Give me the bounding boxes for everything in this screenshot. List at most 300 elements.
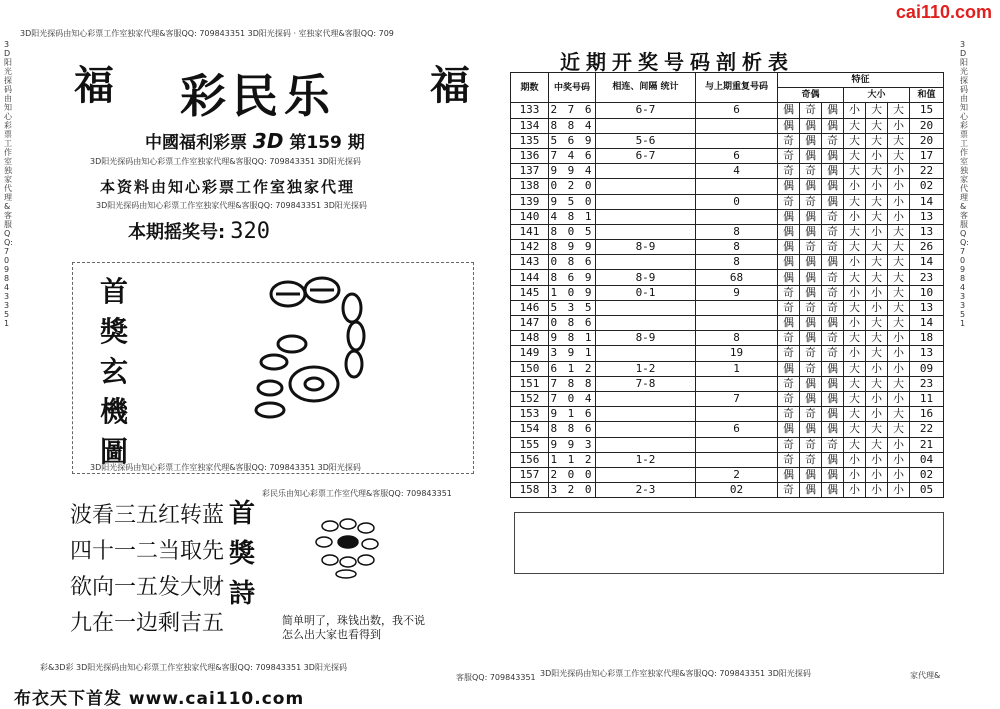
big-small-cell: 大 xyxy=(888,103,910,118)
puzzle-vertical-title xyxy=(96,272,132,472)
number-cell: 8 9 9 xyxy=(550,240,594,254)
coin-oval xyxy=(348,322,364,350)
sum-cell: 18 xyxy=(910,331,944,346)
odd-even-cell: 偶 xyxy=(822,316,844,331)
odd-even-cell: 偶 xyxy=(800,376,822,391)
odd-even-cell: 偶 xyxy=(822,103,844,118)
repeat-cell xyxy=(696,133,778,148)
number-cell: 8 8 6 xyxy=(550,422,594,436)
odd-even-cell: 偶 xyxy=(800,422,822,437)
big-small-cell: 大 xyxy=(888,240,910,255)
adjacent-cell xyxy=(596,164,696,179)
repeat-cell: 6 xyxy=(696,148,778,163)
big-small-cell: 小 xyxy=(866,224,888,239)
odd-even-cell: 偶 xyxy=(800,118,822,133)
odd-even-cell: 偶 xyxy=(778,270,800,285)
big-small-cell: 大 xyxy=(866,209,888,224)
odd-even-cell: 偶 xyxy=(778,240,800,255)
big-small-cell: 大 xyxy=(844,391,866,406)
odd-even-cell: 偶 xyxy=(778,422,800,437)
odd-even-cell: 奇 xyxy=(822,331,844,346)
header-big-small: 大小 xyxy=(844,88,910,103)
big-small-cell: 大 xyxy=(888,224,910,239)
big-small-cell: 大 xyxy=(866,346,888,361)
sum-cell: 17 xyxy=(910,148,944,163)
poem-note-line: 怎么出大家也看得到 xyxy=(282,628,381,641)
coin xyxy=(340,557,356,567)
odd-even-cell: 偶 xyxy=(800,483,822,498)
period-cell: 154 xyxy=(511,422,549,437)
period-cell: 147 xyxy=(511,316,549,331)
period-cell: 137 xyxy=(511,164,549,179)
big-small-cell: 大 xyxy=(866,437,888,452)
adjacent-cell: 1-2 xyxy=(596,361,696,376)
odd-even-cell: 奇 xyxy=(822,270,844,285)
odd-even-cell: 奇 xyxy=(822,285,844,300)
big-small-cell: 大 xyxy=(866,164,888,179)
period-cell: 136 xyxy=(511,148,549,163)
odd-even-cell: 偶 xyxy=(822,194,844,209)
odd-even-cell: 奇 xyxy=(778,437,800,452)
big-small-cell: 小 xyxy=(888,437,910,452)
odd-even-cell: 奇 xyxy=(822,209,844,224)
table-row xyxy=(511,103,944,118)
odd-even-cell: 奇 xyxy=(778,331,800,346)
number-cell: 8 6 9 xyxy=(550,270,594,284)
odd-even-cell: 偶 xyxy=(822,361,844,376)
sum-cell: 02 xyxy=(910,467,944,482)
big-small-cell: 小 xyxy=(844,483,866,498)
odd-even-cell: 偶 xyxy=(778,103,800,118)
period-cell: 158 xyxy=(511,483,549,498)
adjacent-cell xyxy=(596,255,696,270)
odd-even-cell: 奇 xyxy=(778,407,800,422)
coin-center xyxy=(305,378,323,390)
table-row xyxy=(511,331,944,346)
period-cell: 143 xyxy=(511,255,549,270)
big-small-cell: 大 xyxy=(844,148,866,163)
odd-even-cell: 奇 xyxy=(822,133,844,148)
coin-oval xyxy=(346,351,362,377)
odd-even-cell: 奇 xyxy=(800,437,822,452)
odd-even-cell: 偶 xyxy=(822,407,844,422)
big-small-cell: 小 xyxy=(888,467,910,482)
big-small-cell: 小 xyxy=(866,452,888,467)
site-watermark[interactable]: cai110.com xyxy=(895,2,992,22)
table-row xyxy=(511,361,944,376)
big-small-cell: 小 xyxy=(866,300,888,315)
big-small-cell: 小 xyxy=(888,331,910,346)
table-row xyxy=(511,346,944,361)
odd-even-cell: 奇 xyxy=(778,194,800,209)
repeat-cell: 4 xyxy=(696,164,778,179)
sum-cell: 02 xyxy=(910,179,944,194)
big-small-cell: 小 xyxy=(866,391,888,406)
adjacent-cell xyxy=(596,437,696,452)
number-cell: 8 0 5 xyxy=(550,224,594,238)
table-row xyxy=(511,483,944,498)
period-cell: 150 xyxy=(511,361,549,376)
sum-cell: 10 xyxy=(910,285,944,300)
analysis-table xyxy=(510,72,944,498)
adjacent-cell xyxy=(596,316,696,331)
table-row xyxy=(511,209,944,224)
big-small-cell: 小 xyxy=(844,179,866,194)
number-cell: 7 0 4 xyxy=(550,392,594,406)
big-small-cell: 小 xyxy=(844,316,866,331)
sum-cell: 20 xyxy=(910,133,944,148)
period-cell: 141 xyxy=(511,224,549,239)
odd-even-cell: 偶 xyxy=(800,270,822,285)
number-cell: 3 2 0 xyxy=(550,483,594,497)
coin-oval xyxy=(278,336,306,352)
big-small-cell: 大 xyxy=(888,316,910,331)
poem-line: 波看三五红转蓝 xyxy=(70,503,225,528)
repeat-cell: 8 xyxy=(696,224,778,239)
period-cell: 148 xyxy=(511,331,549,346)
big-small-cell: 大 xyxy=(844,118,866,133)
table-row xyxy=(511,133,944,148)
number-cell: 1 1 2 xyxy=(550,452,594,466)
big-small-cell: 大 xyxy=(866,422,888,437)
big-small-cell: 大 xyxy=(888,255,910,270)
big-small-cell: 大 xyxy=(844,361,866,376)
fu-char-left: 福 xyxy=(74,62,114,109)
big-small-cell: 大 xyxy=(844,194,866,209)
table-row xyxy=(511,391,944,406)
number-cell: 5 3 5 xyxy=(550,300,594,314)
coin-oval xyxy=(343,294,361,322)
period-cell: 144 xyxy=(511,270,549,285)
odd-even-cell: 奇 xyxy=(800,407,822,422)
repeat-cell xyxy=(696,452,778,467)
table-row xyxy=(511,148,944,163)
period-cell: 140 xyxy=(511,209,549,224)
odd-even-cell: 偶 xyxy=(800,331,822,346)
number-cell: 9 9 3 xyxy=(550,437,594,451)
draw-label: 本期摇奖号: xyxy=(128,222,226,243)
period-cell: 139 xyxy=(511,194,549,209)
footer-strip: 彩&3D彩 3D阳光探码由知心彩票工作室独家代理&客服QQ: 709843351 3D阳光探码 xyxy=(40,663,347,672)
sum-cell: 14 xyxy=(910,194,944,209)
number-cell: 9 9 4 xyxy=(550,164,594,178)
puzzle-title-char: 首 xyxy=(99,275,128,308)
right-side-strip: 3D阳光探码由知心彩票工作室独家代理&客服QQ:709843351 xyxy=(960,40,969,328)
coin-oval xyxy=(256,403,284,417)
issue-label: 第159 期 xyxy=(289,133,365,153)
number-cell: 0 8 6 xyxy=(550,255,594,269)
big-small-cell: 大 xyxy=(888,422,910,437)
big-small-cell: 小 xyxy=(844,346,866,361)
repeat-cell xyxy=(696,209,778,224)
number-cell: 9 1 6 xyxy=(550,407,594,421)
odd-even-cell: 偶 xyxy=(800,391,822,406)
period-cell: 156 xyxy=(511,452,549,467)
odd-even-cell: 奇 xyxy=(800,361,822,376)
number-cell: 5 6 9 xyxy=(550,133,594,147)
adjacent-cell xyxy=(596,179,696,194)
sum-cell: 21 xyxy=(910,437,944,452)
repeat-cell: 7 xyxy=(696,391,778,406)
coin xyxy=(362,539,378,549)
table-row xyxy=(511,224,944,239)
table-row xyxy=(511,467,944,482)
odd-even-cell: 偶 xyxy=(822,467,844,482)
odd-even-cell: 偶 xyxy=(822,483,844,498)
adjacent-cell: 1-2 xyxy=(596,452,696,467)
odd-even-cell: 奇 xyxy=(778,452,800,467)
draw-number-line xyxy=(128,218,270,244)
odd-even-cell: 偶 xyxy=(778,179,800,194)
period-cell: 149 xyxy=(511,346,549,361)
big-small-cell: 大 xyxy=(866,103,888,118)
repeat-cell: 0 xyxy=(696,194,778,209)
coin-puzzle-image xyxy=(240,268,380,428)
coin-center xyxy=(338,536,358,548)
period-cell: 133 xyxy=(511,103,549,118)
big-small-cell: 小 xyxy=(844,209,866,224)
coin xyxy=(358,523,374,533)
repeat-cell xyxy=(696,376,778,391)
big-small-cell: 小 xyxy=(888,164,910,179)
header-odd-even: 奇偶 xyxy=(778,88,844,103)
table-row xyxy=(511,437,944,452)
big-small-cell: 大 xyxy=(866,255,888,270)
poem-line: 九在一边剩吉五 xyxy=(70,611,225,636)
big-small-cell: 小 xyxy=(844,255,866,270)
puzzle-caption-strip: 3D阳光探码由知心彩票工作室独家代理&客服QQ: 709843351 3D阳光探码 xyxy=(90,463,361,472)
big-small-cell: 小 xyxy=(866,407,888,422)
big-small-cell: 小 xyxy=(888,118,910,133)
poem-lines xyxy=(70,498,224,642)
header-sum: 和值 xyxy=(910,88,944,103)
repeat-cell: 8 xyxy=(696,331,778,346)
poem-title-char: 獎 xyxy=(228,539,255,569)
adjacent-cell: 5-6 xyxy=(596,133,696,148)
table-row xyxy=(511,240,944,255)
header-number: 中奖号码 xyxy=(549,73,596,103)
left-side-strip: 3D阳光探码由知心彩票工作室独家代理&客服QQ:709843351 xyxy=(4,40,13,328)
sum-cell: 16 xyxy=(910,407,944,422)
sum-cell: 11 xyxy=(910,391,944,406)
table-row xyxy=(511,118,944,133)
number-cell: 7 8 8 xyxy=(550,376,594,390)
number-cell: 0 8 6 xyxy=(550,316,594,330)
poem-title-char: 詩 xyxy=(228,579,255,609)
adjacent-cell xyxy=(596,300,696,315)
period-cell: 145 xyxy=(511,285,549,300)
big-small-cell: 大 xyxy=(844,240,866,255)
period-cell: 135 xyxy=(511,133,549,148)
odd-even-cell: 偶 xyxy=(800,179,822,194)
odd-even-cell: 偶 xyxy=(822,179,844,194)
sum-cell: 22 xyxy=(910,164,944,179)
odd-even-cell: 奇 xyxy=(778,376,800,391)
big-small-cell: 大 xyxy=(866,133,888,148)
sum-cell: 23 xyxy=(910,376,944,391)
coin-large xyxy=(290,367,338,401)
repeat-cell: 9 xyxy=(696,285,778,300)
repeat-cell: 2 xyxy=(696,467,778,482)
table-title: 近期开奖号码剖析表 xyxy=(560,50,794,74)
adjacent-cell: 0-1 xyxy=(596,285,696,300)
repeat-cell xyxy=(696,118,778,133)
puzzle-title-char: 玄 xyxy=(99,355,128,388)
big-small-cell: 小 xyxy=(888,391,910,406)
big-small-cell: 大 xyxy=(888,300,910,315)
sum-cell: 05 xyxy=(910,483,944,498)
table-row xyxy=(511,407,944,422)
big-small-cell: 大 xyxy=(888,270,910,285)
odd-even-cell: 奇 xyxy=(800,452,822,467)
ad-strip-1: 3D阳光探码由知心彩票工作室独家代理&客服QQ: 709843351 3D阳光探码 xyxy=(90,157,361,166)
coin xyxy=(322,555,338,565)
sum-cell: 13 xyxy=(910,224,944,239)
table-row xyxy=(511,285,944,300)
sum-cell: 13 xyxy=(910,209,944,224)
odd-even-cell: 奇 xyxy=(778,164,800,179)
odd-even-cell: 奇 xyxy=(778,483,800,498)
odd-even-cell: 奇 xyxy=(822,240,844,255)
table-row xyxy=(511,300,944,315)
adjacent-cell: 6-7 xyxy=(596,103,696,118)
table-row xyxy=(511,452,944,467)
empty-note-box xyxy=(514,512,944,574)
big-small-cell: 小 xyxy=(844,452,866,467)
adjacent-cell: 7-8 xyxy=(596,376,696,391)
odd-even-cell: 奇 xyxy=(822,346,844,361)
sum-cell: 13 xyxy=(910,346,944,361)
footer-site-link[interactable]: 布衣天下首发 www.cai110.com xyxy=(14,689,305,709)
table-row xyxy=(511,194,944,209)
repeat-cell: 6 xyxy=(696,103,778,118)
header-period: 期数 xyxy=(511,73,549,103)
table-row xyxy=(511,376,944,391)
small-coin-image xyxy=(312,516,382,580)
issue-prefix: 中國福利彩票 xyxy=(145,133,247,153)
big-small-cell: 大 xyxy=(866,270,888,285)
period-cell: 157 xyxy=(511,467,549,482)
odd-even-cell: 奇 xyxy=(800,346,822,361)
odd-even-cell: 奇 xyxy=(822,437,844,452)
issue-3d: 3D xyxy=(252,129,284,153)
odd-even-cell: 偶 xyxy=(800,316,822,331)
table-body xyxy=(511,103,944,498)
agency-line: 本资料由知心彩票工作室独家代理 xyxy=(100,178,356,196)
repeat-cell xyxy=(696,300,778,315)
repeat-cell: 02 xyxy=(696,483,778,498)
poem-strip-top: 彩民乐由知心彩票工作室代理&客服QQ: 709843351 xyxy=(262,489,452,498)
top-ad-strip: 3D阳光探码由知心彩票工作室独家代理&客服QQ: 709843351 3D阳光探码 · 室独家代理&客服QQ: 709 xyxy=(20,29,394,38)
big-small-cell: 小 xyxy=(844,285,866,300)
big-small-cell: 大 xyxy=(888,407,910,422)
ad-strip-2: 3D阳光探码由知心彩票工作室独家代理&客服QQ: 709843351 3D阳光探码 xyxy=(96,201,367,210)
adjacent-cell xyxy=(596,391,696,406)
big-small-cell: 大 xyxy=(844,376,866,391)
big-small-cell: 大 xyxy=(844,422,866,437)
poem-line: 四十一二当取先 xyxy=(70,539,225,564)
adjacent-cell: 8-9 xyxy=(596,240,696,255)
big-small-cell: 小 xyxy=(866,361,888,376)
table-row xyxy=(511,164,944,179)
fu-char-right: 福 xyxy=(430,62,470,109)
period-cell: 146 xyxy=(511,300,549,315)
big-small-cell: 小 xyxy=(866,179,888,194)
odd-even-cell: 奇 xyxy=(800,164,822,179)
poem-line: 欲向一五发大财 xyxy=(70,575,225,600)
odd-even-cell: 偶 xyxy=(800,209,822,224)
adjacent-cell xyxy=(596,467,696,482)
coin xyxy=(358,555,374,565)
number-cell: 4 8 1 xyxy=(550,209,594,223)
odd-even-cell: 偶 xyxy=(822,255,844,270)
big-small-cell: 大 xyxy=(866,376,888,391)
big-small-cell: 小 xyxy=(888,209,910,224)
puzzle-title-char: 機 xyxy=(99,395,128,428)
odd-even-cell: 偶 xyxy=(778,255,800,270)
number-cell: 9 5 0 xyxy=(550,194,594,208)
odd-even-cell: 奇 xyxy=(778,285,800,300)
big-small-cell: 大 xyxy=(844,224,866,239)
big-small-cell: 大 xyxy=(866,240,888,255)
analysis-table-wrap xyxy=(510,72,944,574)
repeat-cell xyxy=(696,407,778,422)
adjacent-cell xyxy=(596,407,696,422)
adjacent-cell xyxy=(596,194,696,209)
sum-cell: 14 xyxy=(910,316,944,331)
footer-strip-mid: 客服QQ: 709843351 xyxy=(456,673,536,682)
big-small-cell: 小 xyxy=(866,285,888,300)
period-cell: 151 xyxy=(511,376,549,391)
adjacent-cell: 8-9 xyxy=(596,270,696,285)
number-cell: 2 0 0 xyxy=(550,467,594,481)
coin xyxy=(322,521,338,531)
sum-cell: 14 xyxy=(910,255,944,270)
sum-cell: 09 xyxy=(910,361,944,376)
repeat-cell xyxy=(696,316,778,331)
odd-even-cell: 偶 xyxy=(778,467,800,482)
odd-even-cell: 偶 xyxy=(800,224,822,239)
number-cell: 1 0 9 xyxy=(550,285,594,299)
coin xyxy=(336,570,356,578)
footer-strip-right: 3D阳光探码由知心彩票工作室独家代理&客服QQ: 709843351 3D阳光探码 xyxy=(540,669,811,678)
number-cell: 6 1 2 xyxy=(550,361,594,375)
period-cell: 142 xyxy=(511,240,549,255)
poem-title-char: 首 xyxy=(228,499,255,529)
sum-cell: 22 xyxy=(910,422,944,437)
odd-even-cell: 偶 xyxy=(800,148,822,163)
big-small-cell: 大 xyxy=(844,133,866,148)
odd-even-cell: 偶 xyxy=(822,118,844,133)
repeat-cell: 68 xyxy=(696,270,778,285)
number-cell: 3 9 1 xyxy=(550,346,594,360)
poem-vertical-title xyxy=(224,494,260,614)
big-small-cell: 大 xyxy=(866,316,888,331)
big-small-cell: 大 xyxy=(844,300,866,315)
number-cell: 9 8 1 xyxy=(550,331,594,345)
repeat-cell: 1 xyxy=(696,361,778,376)
odd-even-cell: 奇 xyxy=(800,300,822,315)
odd-even-cell: 奇 xyxy=(800,103,822,118)
big-small-cell: 小 xyxy=(888,452,910,467)
period-cell: 152 xyxy=(511,391,549,406)
sum-cell: 23 xyxy=(910,270,944,285)
odd-even-cell: 偶 xyxy=(800,133,822,148)
big-small-cell: 大 xyxy=(844,407,866,422)
adjacent-cell: 6-7 xyxy=(596,148,696,163)
odd-even-cell: 奇 xyxy=(800,194,822,209)
big-small-cell: 小 xyxy=(888,346,910,361)
